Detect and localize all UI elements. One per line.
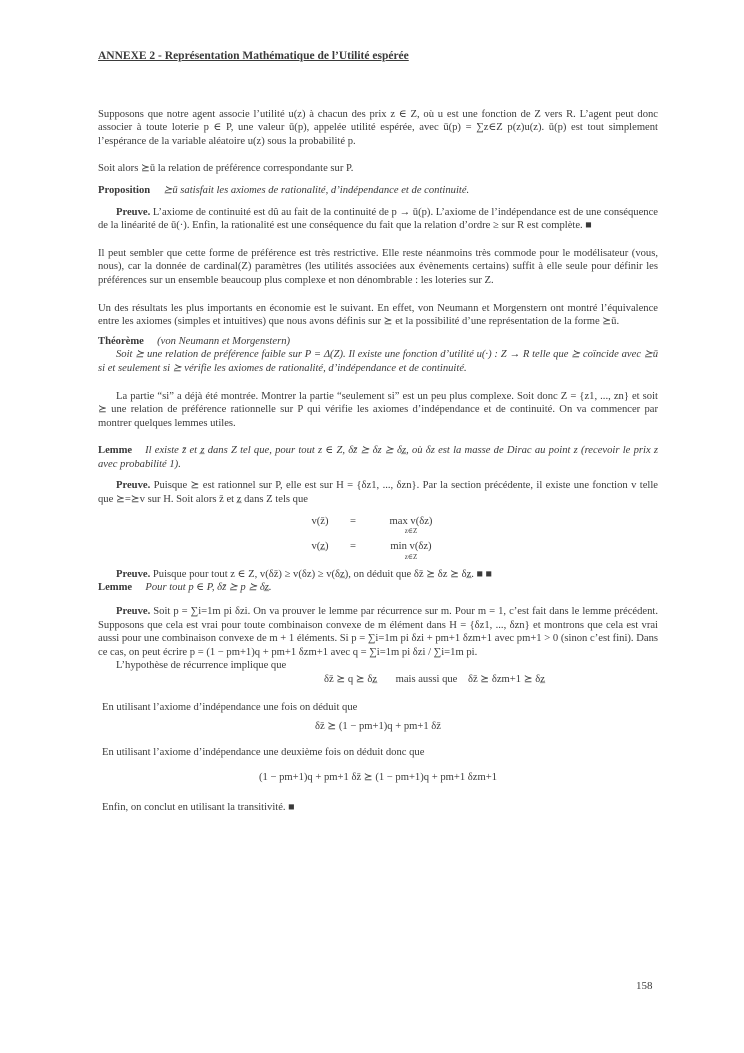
lemma-2 [98, 581, 658, 595]
lemma-1 [98, 444, 658, 471]
proof-lemma-2 [98, 605, 658, 659]
theorem-heading [98, 335, 658, 349]
theorem-label: Théorème [98, 335, 144, 347]
proof-lemma-1-text: Puisque ⪰ est rationnel sur P, elle est sur H = {δz1, ..., δzn}. Par la section précédente, il existe une fonction v telle que ⪰=⪰v sur H. Soit alors z̄ et z̲ dans Z tels que [98, 480, 658, 506]
eq-max-op: = [350, 515, 356, 527]
proposition [98, 184, 658, 198]
paragraph-preference-relation: Soit alors ⪰ū la relation de préférence correspondante sur P. [98, 163, 354, 175]
proposition-text: ⪰ū satisfait les axiomes de rationalité, d’indépendance et de continuité. [163, 184, 470, 196]
lemma-label: Lemme [98, 582, 133, 594]
proof-label: Preuve. [116, 480, 151, 492]
proof-label: Preuve. [116, 568, 151, 580]
proof-label: Preuve. [116, 206, 151, 218]
proof-lemma-1 [98, 479, 658, 506]
eq-min-op: = [350, 541, 356, 553]
equation-max-min [98, 515, 658, 560]
induction-eq-b: δz̄ ⪰ δzm+1 ⪰ δz̲ [467, 674, 545, 685]
paragraph-independence-1: En utilisant l’axiome d’indépendance une fois on déduit que [102, 701, 358, 713]
lemma-1-text: Il existe z̄ et z̲ dans Z tel que, pour tout z ∈ Z, δz̄ ⪰ δz ⪰ δz̲, où δz est la masse de Dirac au point z (recevoir le prix z avec probabilité 1). [98, 445, 659, 470]
equation-independence-2: (1 − pm+1)q + pm+1 δz̄ ⪰ (1 − pm+1)q + pm+1 δzm+1 [259, 772, 497, 784]
induction-equations [98, 673, 658, 687]
eq-max-lhs: v(z̄) [311, 515, 329, 527]
eq-max-rhs: max v(δz) z∈Z [389, 515, 433, 536]
paragraph-conclusion: Enfin, on conclut en utilisant la transitivité. ■ [102, 801, 295, 813]
eq-min-lhs: v(z̲) [311, 541, 329, 553]
proof-lemma-1-conclusion [98, 568, 658, 582]
theorem-author: (von Neumann et Morgenstern) [157, 335, 291, 347]
paragraph-expected-utility: Supposons que notre agent associe l’utilité u(z) à chacun des prix z ∈ Z, où u est une fonction de Z vers R. L’agent peut donc associer à toute loterie p ∈ P, une valeur ū(p), appelée utilité espérée, avec ū(p) = ∑z∈Z p(z)u(z). ū(p) est tout simplement l’espérance de la variable aléatoire u(z) sous la probabilité p. [98, 108, 658, 147]
lemma-2-text: Pour tout p ∈ P, δz̄ ⪰ p ⪰ δz̲. [145, 582, 272, 594]
proposition-label: Proposition [98, 184, 151, 196]
induction-eq-a: δz̄ ⪰ q ⪰ δz̲ [324, 674, 378, 685]
lemma-label: Lemme [98, 445, 133, 457]
paragraph-independence-2: En utilisant l’axiome d’indépendance une deuxième fois on déduit donc que [102, 746, 425, 758]
page-number: 158 [636, 980, 653, 992]
induction-mid-text: mais aussi que [395, 674, 458, 685]
document-page [98, 50, 658, 815]
paragraph-restrictive: Il peut sembler que cette forme de préférence est très restrictive. Elle reste néanmoins très commode pour le modélisateur (vous, nous), car la donnée de cardinal(Z) paramètres (les utilités associées aux évènements certains) suffit à elle seule pour définir les préférences sur un ensemble beaucoup plus complexe et non dénombrable : les loteries sur Z. [98, 247, 658, 286]
proof-lemma-1-conclusion-text: Puisque pour tout z ∈ Z, v(δz̄) ≥ v(δz) ≥ v(δz̲), on déduit que δz̄ ⪰ δz ⪰ δz̲. ■ ■ [152, 568, 493, 580]
paragraph-induction: L’hypothèse de récurrence implique que [116, 660, 287, 672]
equation-independence-1: δz̄ ⪰ (1 − pm+1)q + pm+1 δz̄ [314, 721, 442, 733]
paragraph-proof-intro: La partie “si” a déjà été montrée. Montrer la partie “seulement si” est un peu plus complexe. Soit donc Z = {z1, ..., zn} et soit ⪰ une relation de préférence rationnelle sur P qui vérifie les axiomes d’indépendance et de continuité. On va commencer par montrer quelques lemmes utiles. [98, 390, 658, 429]
paragraph-results: Un des résultats les plus importants en économie est le suivant. En effet, von Neumann et Morgenstern ont montré l’équivalence entre les axiomes (simples et intuitives) que nous avons définis sur ⪰ et la possibilité d’une représentation de la forme ⪰ū. [98, 302, 658, 328]
proof-proposition [98, 206, 658, 233]
eq-min-rhs: min v(δz) z∈Z [390, 541, 432, 561]
proof-label: Preuve. [116, 606, 151, 618]
annex-title: ANNEXE 2 - Représentation Mathématique de l’Utilité espérée [98, 50, 409, 62]
proof-proposition-text: L’axiome de continuité est dû au fait de la continuité de p → ū(p). L’axiome de l’indépendance est de une conséquence de la linéarité de ū(·). Enfin, la rationalité est une conséquence du fait que la relation d’ordre ≥ sur R est complète. ■ [98, 206, 658, 232]
theorem-text: Soit ⪰ une relation de préférence faible sur P = Δ(Z). Il existe une fonction d’utilité u(·) : Z → R telle que ⪰ coïncide avec ⪰ū si et seulement si ⪰ vérifie les axiomes de rationalité, d’indépendance et de continuité. [98, 349, 658, 374]
proof-lemma-2-text: Soit p = ∑i=1m pi δzi. On va prouver le lemme par récurrence sur m. Pour m = 1, c’est fait dans le lemme précédent. Supposons que cela est vrai pour toute combinaison convexe de m élément dans H = {δz1, ..., δzn} et montrons que cela est vrai aussi pour une combinaison convexe de m + 1 éléments. Si p = ∑i=1m pi δzi + pm+1 δzm+1 avec pm+1 > 0 (sinon c’est fini). Dans ce cas, on peut écrire p = (1 − pm+1)q + pm+1 δzm+1 avec q = ∑i=1m pi δzi / ∑i=1m pi. [98, 606, 658, 658]
